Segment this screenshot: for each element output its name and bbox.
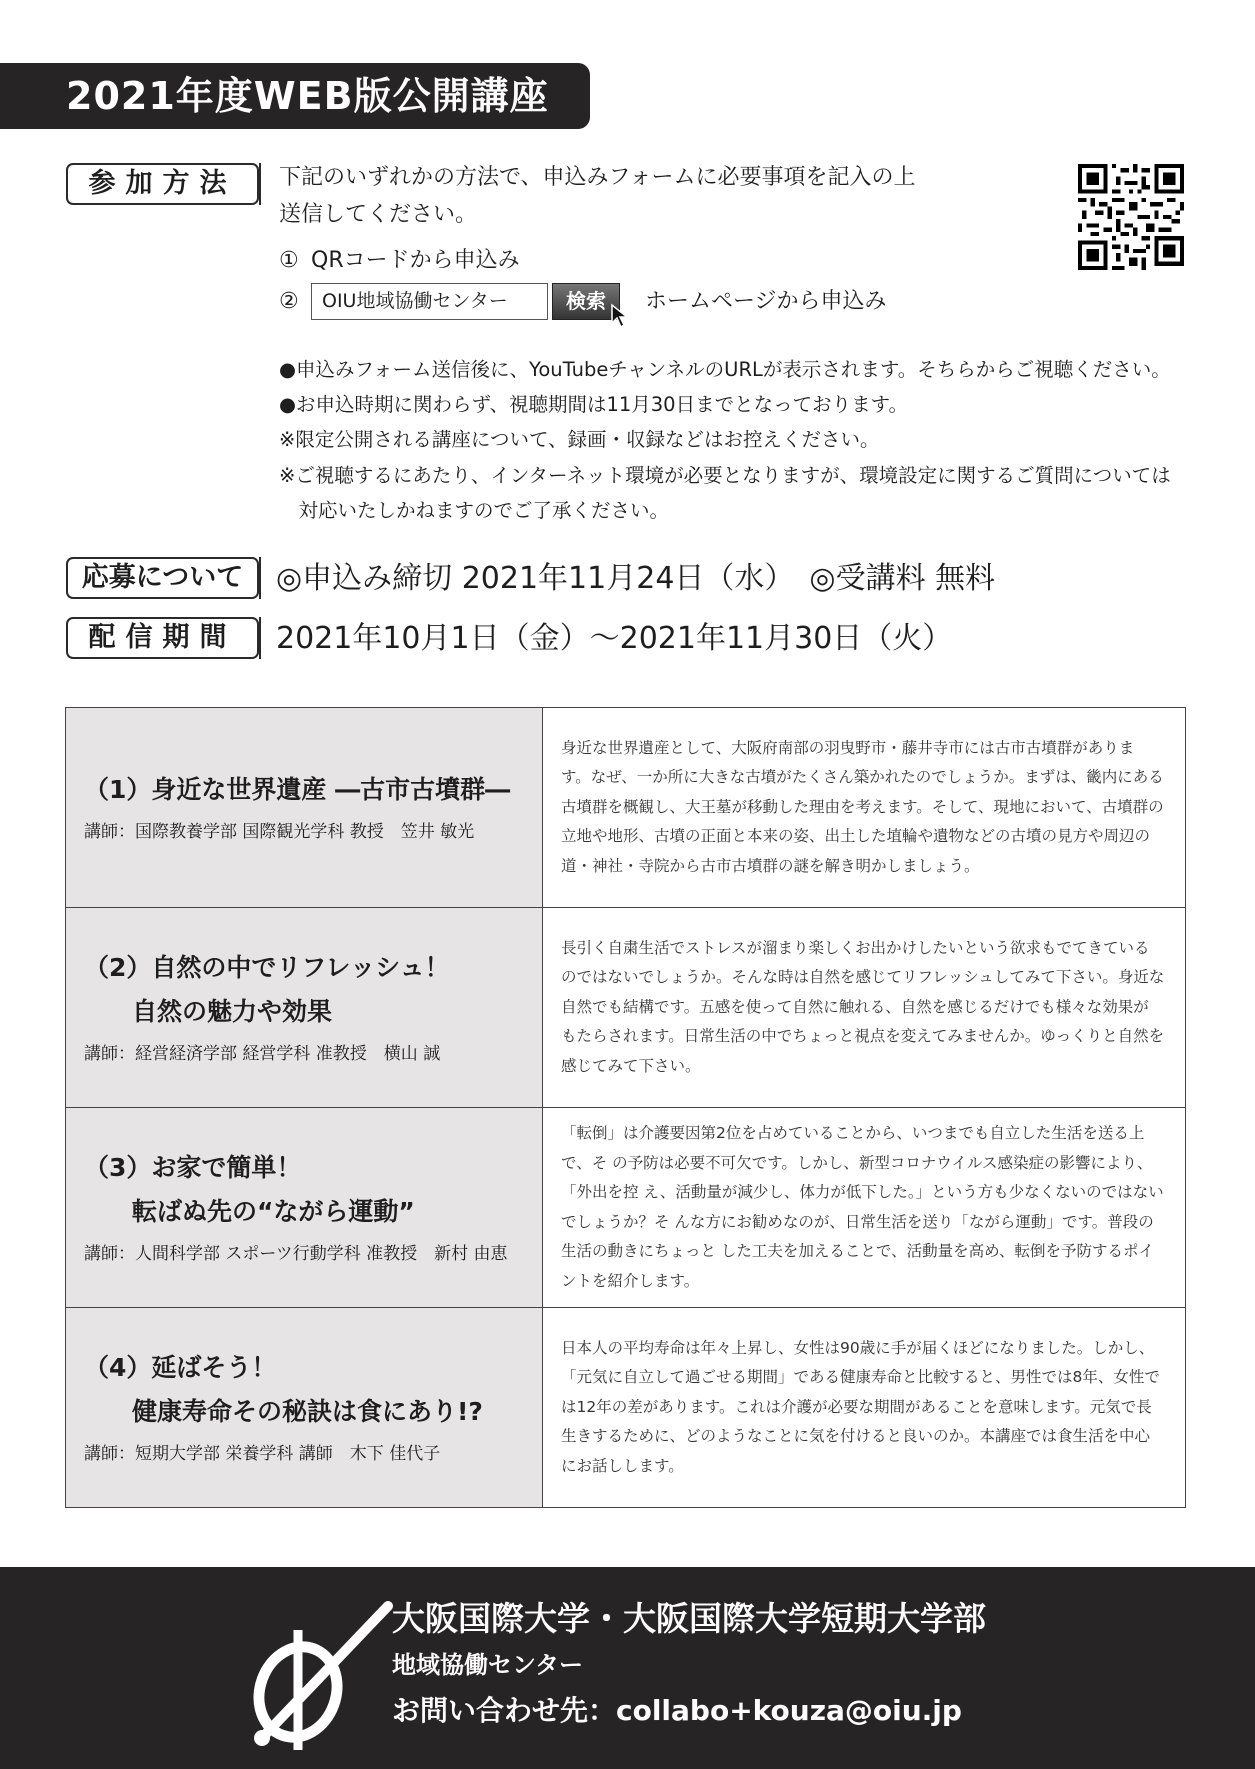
course-title: （2）自然の中でリフレッシュ！ bbox=[84, 952, 450, 982]
course-subtitle: 自然の魅力や効果 bbox=[132, 996, 333, 1026]
course-description: 日本人の平均寿命は年々上昇し、女性は90歳に手が届くほどになりました。しかし、 「元気に自立して過ごせる期間」である健康寿命と比較すると、男性では8年、女性で は12年の差があります。これは介護が必要な期間があることを意味します。元気で長 生きするために、どのようなことに気を付けると良いのか。本講座では食生活を中心 にお話しします。 bbox=[561, 1338, 1160, 1475]
participation-line1: 下記のいずれかの方法で、申込みフォームに必要事項を記入の上 bbox=[279, 165, 916, 190]
application-text: ◎申込み締切 2021年11月24日（水） ◎受講料 無料 bbox=[276, 561, 996, 596]
participation-label: 参加方法 bbox=[66, 163, 259, 205]
note-4: ※ご視聴するにあたり、インターネット環境が必要となりますが、環境設定に関するご質問については bbox=[279, 464, 1171, 487]
note-3: ※限定公開される講座について、録画・収録などはお控えください。 bbox=[279, 428, 880, 451]
page-title: 2021年度WEB版公開講座 bbox=[0, 63, 590, 129]
table-row bbox=[66, 1108, 1186, 1308]
course-lecturer: 講師：短期大学部 栄養学科 講師 木下 佳代子 bbox=[84, 1443, 441, 1464]
course-title: （3）お家で簡単！ bbox=[84, 1152, 302, 1182]
course-table bbox=[65, 707, 1186, 1508]
course-title: （1）身近な世界遺産 ―古市古墳群― bbox=[84, 774, 511, 804]
table-row bbox=[66, 708, 1186, 908]
footer bbox=[0, 1567, 1255, 1769]
method2-number: ② bbox=[279, 289, 299, 314]
course-heading-cell bbox=[66, 708, 543, 908]
course-lecturer: 講師：国際教養学部 国際観光学科 教授 笠井 敏光 bbox=[84, 821, 475, 842]
course-description: 身近な世界遺産として、大阪府南部の羽曳野市・藤井寺市には古市古墳群がありま す。なぜ、一か所に大きな古墳がたくさん築かれたのでしょうか。まずは、畿内にある 古墳群を概観し、大王墓が移動した理由を考えます。そして、現地において、古墳群の 立地や地形、古墳の正面と本来の姿、出土した埴輪や遺物などの古墳の見方や周辺の 道・神社・寺院から古市古墳群の謎を解き明かしましょう。 bbox=[561, 738, 1164, 875]
note-2: ●お申込時期に関わらず、視聴期間は11月30日までとなっております。 bbox=[279, 393, 909, 416]
course-heading-cell bbox=[66, 1308, 543, 1508]
course-lecturer: 講師：経営経済学部 経営学科 准教授 横山 誠 bbox=[84, 1043, 441, 1064]
table-row bbox=[66, 908, 1186, 1108]
delivery-text: 2021年10月1日（金）～2021年11月30日（火） bbox=[276, 621, 953, 656]
course-description: 長引く自粛生活でストレスが溜まり楽しくお出かけしたいという欲求もでてきている のではないでしょうか。そんな時は自然を感じてリフレッシュしてみて下さい。身近な 自然でも結構です。五感を使って自然に触れる、自然を感じるだけでも様々な効果が もたらされます。日常生活の中でちょっと視点を変えてみませんか。ゆっくりと自然を 感じてみて下さい。 bbox=[561, 938, 1165, 1075]
table-row bbox=[66, 1308, 1186, 1508]
footer-center: 地域協働センター bbox=[392, 1651, 584, 1679]
course-lecturer: 講師：人間科学部 スポーツ行動学科 准教授 新村 由恵 bbox=[84, 1243, 508, 1264]
course-description: 「転倒」は介護要因第2位を占めていることから、いつまでも自立した生活を送る上で、そ の予防は必要不可欠です。しかし、新型コロナウイルス感染症の影響により、「外出を控 え、活動量が減少し、体力が低下した。」という方も少なくないのではないでしょうか？そ んな方にお勧めなのが、日常生活を送り「ながら運動」です。普段の生活の動きにちょっと した工夫を加えることで、活動量を高め、転倒を予防するポイントを紹介します。 bbox=[561, 1124, 1164, 1290]
qr-code-icon[interactable] bbox=[1078, 164, 1184, 270]
note-5: 対応いたしかねますのでご了承ください。 bbox=[279, 499, 670, 522]
course-subtitle: 転ばぬ先の“ながら運動” bbox=[132, 1196, 415, 1226]
application-label: 応募について bbox=[66, 557, 259, 599]
course-description-cell bbox=[543, 1108, 1186, 1308]
course-description-cell bbox=[543, 908, 1186, 1108]
course-description-cell bbox=[543, 708, 1186, 908]
delivery-label: 配信期間 bbox=[66, 617, 259, 659]
cursor-icon bbox=[610, 303, 638, 331]
divider bbox=[259, 617, 261, 659]
course-heading-cell bbox=[66, 1108, 543, 1308]
divider bbox=[259, 557, 261, 599]
method1-number: ① bbox=[279, 248, 299, 273]
footer-contact[interactable]: お問い合わせ先：collabo+kouza@oiu.jp bbox=[392, 1694, 962, 1727]
course-heading-cell bbox=[66, 908, 543, 1108]
footer-university: 大阪国際大学・大阪国際大学短期大学部 bbox=[392, 1599, 986, 1638]
university-logo-icon bbox=[240, 1600, 400, 1750]
course-subtitle: 健康寿命その秘訣は食にあり!? bbox=[132, 1396, 483, 1426]
course-title: （4）延ばそう！ bbox=[84, 1352, 277, 1382]
course-description-cell bbox=[543, 1308, 1186, 1508]
method1-text: QRコードから申込み bbox=[311, 248, 520, 273]
method2-text: ホームページから申込み bbox=[645, 289, 887, 314]
search-button[interactable]: 検索 bbox=[552, 283, 620, 320]
participation-line2: 送信してください。 bbox=[279, 202, 478, 227]
divider bbox=[259, 163, 261, 205]
note-1: ●申込みフォーム送信後に、YouTubeチャンネルのURLが表示されます。そちらからご視聴ください。 bbox=[279, 358, 1171, 381]
search-input[interactable]: OIU地域協働センター bbox=[311, 283, 548, 320]
